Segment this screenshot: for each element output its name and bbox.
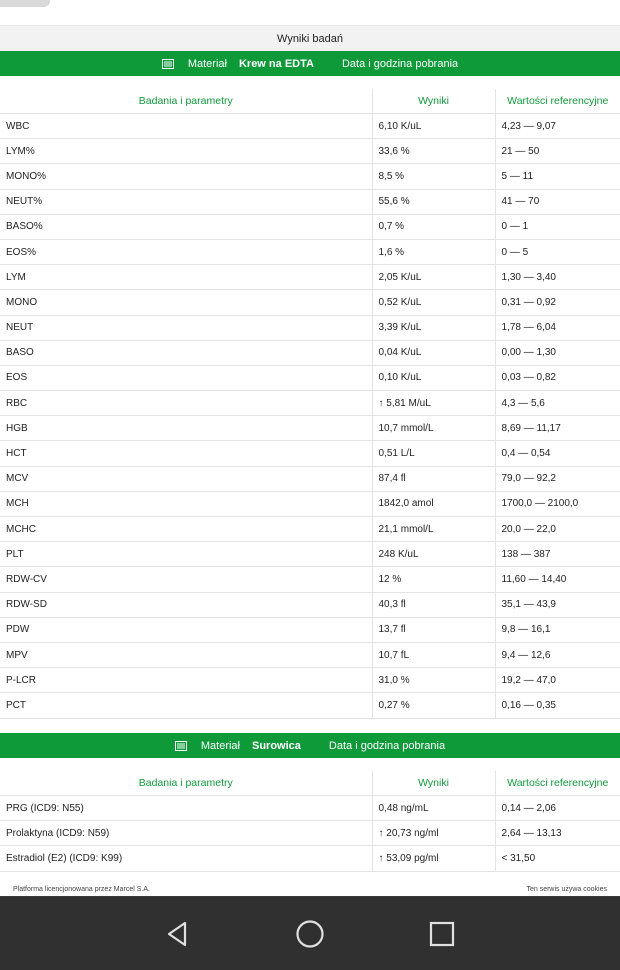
footer-license-text: Platforma licencjonowana przez Marcel S.A. [13, 886, 150, 893]
reference-range-cell: 4,23 — 9,07 [495, 114, 620, 139]
parameter-name-cell: Prolaktyna (ICD9: N59) [0, 821, 372, 846]
result-cell: 13,7 fl [372, 617, 495, 642]
nav-recents-button[interactable] [412, 904, 472, 964]
reference-range-cell: 4,3 — 5,6 [495, 391, 620, 416]
reference-range-cell: 11,60 — 14,40 [495, 567, 620, 592]
reference-range-cell: 2,64 — 13,13 [495, 821, 620, 846]
reference-range-cell: 79,0 — 92,2 [495, 466, 620, 491]
table-row [0, 265, 620, 290]
header-reference: Wartości referencyjne [495, 89, 620, 114]
reference-range-cell: 9,4 — 12,6 [495, 642, 620, 667]
parameter-name-cell: WBC [0, 114, 372, 139]
parameter-name-cell: HGB [0, 416, 372, 441]
result-cell: 0,27 % [372, 693, 495, 718]
table-header-row [0, 771, 620, 796]
results-table-serum [0, 771, 620, 872]
header-parameters: Badania i parametry [0, 771, 372, 796]
result-cell: 55,6 % [372, 189, 495, 214]
result-cell: ↑ 53,09 pg/ml [372, 846, 495, 871]
result-cell: 0,48 ng/mL [372, 796, 495, 821]
reference-range-cell: 0,00 — 1,30 [495, 340, 620, 365]
material-value: Surowica [252, 739, 301, 752]
reference-range-cell: 5 — 11 [495, 164, 620, 189]
collection-date-label: Data i godzina pobrania [328, 739, 446, 752]
table-row [0, 416, 620, 441]
parameter-name-cell: P-LCR [0, 668, 372, 693]
document-list-icon [175, 741, 187, 751]
parameter-name-cell: MONO% [0, 164, 372, 189]
back-triangle-icon [163, 919, 193, 949]
material-label: Materiał [200, 739, 240, 752]
result-cell: 10,7 mmol/L [372, 416, 495, 441]
parameter-name-cell: MCV [0, 466, 372, 491]
reference-range-cell: 41 — 70 [495, 189, 620, 214]
recents-square-icon [427, 919, 457, 949]
reference-range-cell: 0,31 — 0,92 [495, 290, 620, 315]
table-row [0, 340, 620, 365]
material-bar-serum [0, 733, 620, 758]
document-list-icon [162, 59, 174, 69]
reference-range-cell: 1,78 — 6,04 [495, 315, 620, 340]
result-cell: 31,0 % [372, 668, 495, 693]
android-nav-bar [0, 896, 620, 970]
reference-range-cell: 1700,0 — 2100,0 [495, 491, 620, 516]
table-row [0, 821, 620, 846]
reference-range-cell: 0 — 5 [495, 239, 620, 264]
result-cell: ↑ 20,73 ng/ml [372, 821, 495, 846]
table-row [0, 164, 620, 189]
table-row [0, 391, 620, 416]
result-cell: 1,6 % [372, 239, 495, 264]
result-cell: 87,4 fl [372, 466, 495, 491]
material-label: Materiał [187, 57, 227, 70]
table-row [0, 466, 620, 491]
reference-range-cell: 138 — 387 [495, 542, 620, 567]
table-row [0, 617, 620, 642]
table-row [0, 693, 620, 718]
result-cell: 21,1 mmol/L [372, 517, 495, 542]
table-header-row [0, 89, 620, 114]
material-bar-edta [0, 51, 620, 76]
table-row [0, 642, 620, 667]
table-row [0, 846, 620, 871]
parameter-name-cell: BASO [0, 340, 372, 365]
parameter-name-cell: NEUT% [0, 189, 372, 214]
reference-range-cell: 0,4 — 0,54 [495, 441, 620, 466]
table-row [0, 239, 620, 264]
table-row [0, 290, 620, 315]
reference-range-cell: 0 — 1 [495, 214, 620, 239]
reference-range-cell: 20,0 — 22,0 [495, 517, 620, 542]
reference-range-cell: < 31,50 [495, 846, 620, 871]
result-cell: ↑ 5,81 M/uL [372, 391, 495, 416]
result-cell: 40,3 fl [372, 592, 495, 617]
parameter-name-cell: LYM [0, 265, 372, 290]
collection-date-label: Data i godzina pobrania [341, 57, 459, 70]
result-cell: 3,39 K/uL [372, 315, 495, 340]
result-cell: 10,7 fL [372, 642, 495, 667]
reference-range-cell: 0,03 — 0,82 [495, 365, 620, 390]
result-cell: 6,10 K/uL [372, 114, 495, 139]
parameter-name-cell: NEUT [0, 315, 372, 340]
reference-range-cell: 1,30 — 3,40 [495, 265, 620, 290]
parameter-name-cell: RDW-SD [0, 592, 372, 617]
table-row [0, 491, 620, 516]
parameter-name-cell: MCHC [0, 517, 372, 542]
table-row [0, 114, 620, 139]
result-cell: 33,6 % [372, 139, 495, 164]
header-results: Wyniki [372, 771, 495, 796]
top-tab-stub [0, 0, 50, 7]
parameter-name-cell: PDW [0, 617, 372, 642]
material-value: Krew na EDTA [238, 57, 314, 70]
result-cell: 12 % [372, 567, 495, 592]
result-cell: 0,04 K/uL [372, 340, 495, 365]
header-parameters: Badania i parametry [0, 89, 372, 114]
parameter-name-cell: Estradiol (E2) (ICD9: K99) [0, 846, 372, 871]
table-row [0, 668, 620, 693]
parameter-name-cell: PCT [0, 693, 372, 718]
reference-range-cell: 9,8 — 16,1 [495, 617, 620, 642]
table-row [0, 542, 620, 567]
parameter-name-cell: EOS% [0, 239, 372, 264]
header-reference: Wartości referencyjne [495, 771, 620, 796]
parameter-name-cell: BASO% [0, 214, 372, 239]
table-row [0, 315, 620, 340]
result-cell: 8,5 % [372, 164, 495, 189]
header-results: Wyniki [372, 89, 495, 114]
reference-range-cell: 19,2 — 47,0 [495, 668, 620, 693]
parameter-name-cell: LYM% [0, 139, 372, 164]
parameter-name-cell: MONO [0, 290, 372, 315]
results-table-edta [0, 89, 620, 719]
reference-range-cell: 0,16 — 0,35 [495, 693, 620, 718]
table-row [0, 517, 620, 542]
table-row [0, 365, 620, 390]
reference-range-cell: 8,69 — 11,17 [495, 416, 620, 441]
result-cell: 2,05 K/uL [372, 265, 495, 290]
parameter-name-cell: PRG (ICD9: N55) [0, 796, 372, 821]
table-row [0, 592, 620, 617]
result-cell: 0,52 K/uL [372, 290, 495, 315]
parameter-name-cell: HCT [0, 441, 372, 466]
result-cell: 248 K/uL [372, 542, 495, 567]
reference-range-cell: 21 — 50 [495, 139, 620, 164]
parameter-name-cell: PLT [0, 542, 372, 567]
footer-cookies-link[interactable]: Ten serwis używa cookies [526, 886, 607, 893]
table-row [0, 139, 620, 164]
table-row [0, 189, 620, 214]
parameter-name-cell: MCH [0, 491, 372, 516]
result-cell: 0,7 % [372, 214, 495, 239]
reference-range-cell: 0,14 — 2,06 [495, 796, 620, 821]
result-cell: 1842,0 amol [372, 491, 495, 516]
parameter-name-cell: EOS [0, 365, 372, 390]
parameter-name-cell: MPV [0, 642, 372, 667]
parameter-name-cell: RDW-CV [0, 567, 372, 592]
table-row [0, 441, 620, 466]
home-circle-icon [295, 919, 325, 949]
reference-range-cell: 35,1 — 43,9 [495, 592, 620, 617]
nav-back-button[interactable] [148, 904, 208, 964]
table-row [0, 214, 620, 239]
result-cell: 0,10 K/uL [372, 365, 495, 390]
result-cell: 0,51 L/L [372, 441, 495, 466]
parameter-name-cell: RBC [0, 391, 372, 416]
footer [0, 884, 620, 896]
page-title: Wyniki badań [0, 25, 620, 51]
nav-home-button[interactable] [280, 904, 340, 964]
table-row [0, 796, 620, 821]
table-row [0, 567, 620, 592]
